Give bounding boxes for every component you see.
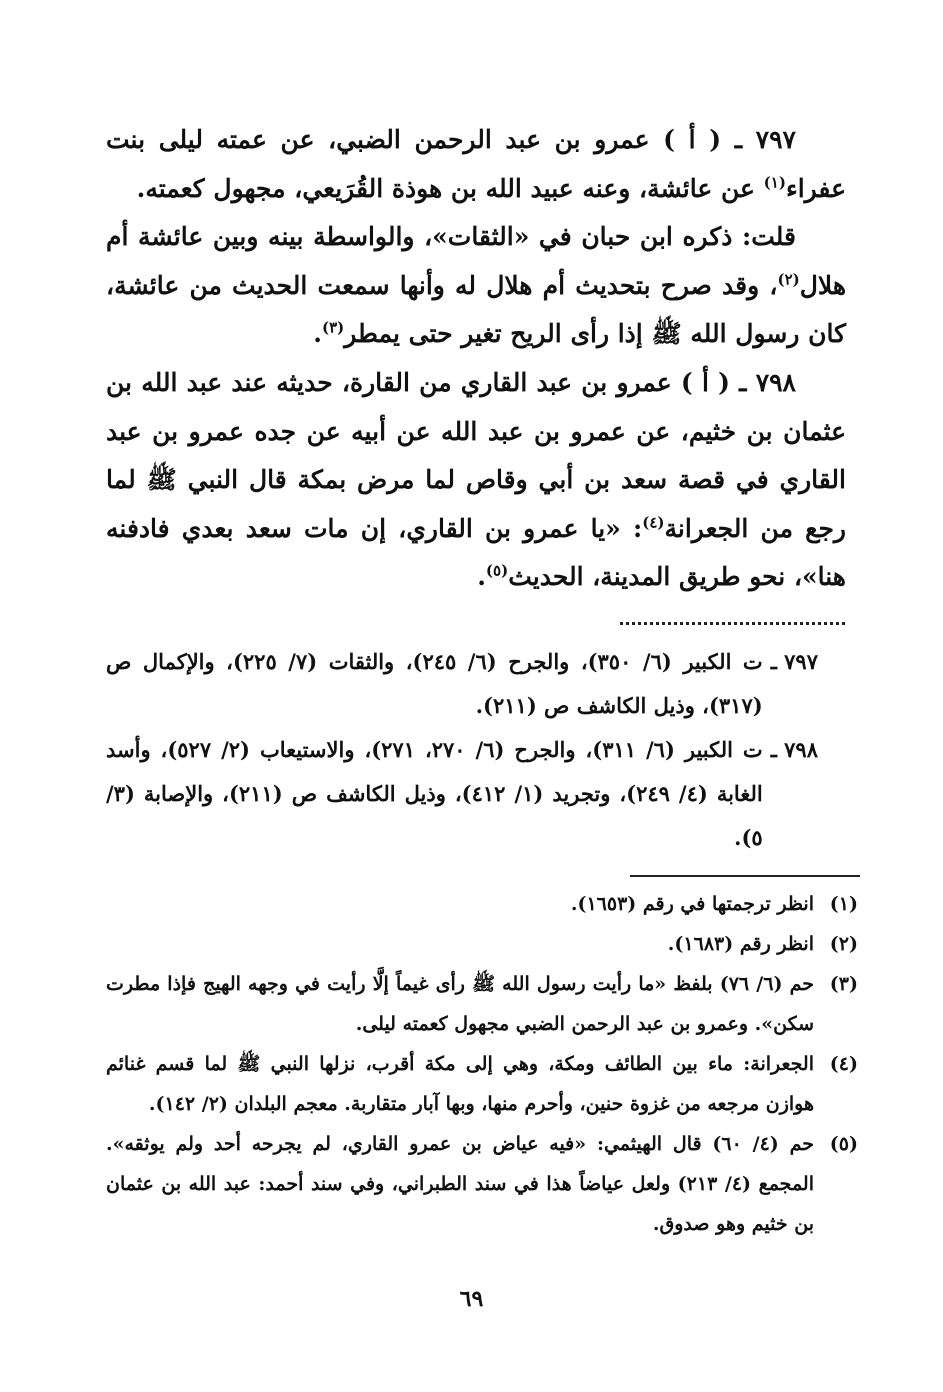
footnote-2 bbox=[106, 924, 858, 964]
page-number: ٦٩ bbox=[459, 1286, 484, 1312]
entry-mark: ( أ ) bbox=[663, 125, 722, 154]
entry-text-rest: عن عائشة، وعنه عبيد الله بن هوذة القُرَيعي، مجهول كعمته. bbox=[136, 173, 764, 203]
footnote-number: (١) bbox=[829, 893, 858, 915]
entry-text-a: عمرو بن عبد القاري من القارة، حديثه عند عبد الله بن عثمان بن خثيم، عن عمرو بن عبد الله عن أبيه عن جده عمرو بن عبد القاري في قصة سعد بن أبي وقاص لما مرض بمكة قال النبي ﷺ لما رجع من الجعرانة bbox=[106, 367, 847, 543]
footnote-ref-2[interactable]: (٢) bbox=[777, 270, 800, 289]
comment-text-b: ، وقد صرح بتحديث أم هلال له وأنها سمعت الحديث من عائشة، كان رسول الله ﷺ إذا رأى الريح تغير حتى يمطر bbox=[106, 270, 846, 349]
entry-798 bbox=[106, 359, 846, 602]
reference-text: ت الكبير (٦/ ٣٥٠)، والجرح (٦/ ٢٤٥)، والثقات (٧/ ٢٢٥)، والإكمال ص (٣١٧)، وذيل الكاشف ص (٢١١). bbox=[106, 649, 763, 718]
comment-text-a: قلت: ذكره ابن حبان في «الثقات»، والواسطة بينه وبين عائشة أم هلال bbox=[106, 222, 846, 300]
footnotes-block bbox=[106, 884, 858, 1244]
footnote-text: حم (٦/ ٧٦) بلفظ «ما رأيت رسول الله ﷺ رأى غيماً إلَّا رأيت في وجهه الهيج فإذا مطرت سكن». وعمرو بن عبد الرحمن الضبي مجهول كعمته ليلى. bbox=[106, 973, 814, 1035]
reference-text: ت الكبير (٦/ ٣١١)، والجرح (٦/ ٢٧٠، ٢٧١)، والاستيعاب (٢/ ٥٢٧)، وأسد الغابة (٤/ ٢٤٩)، وتجريد (١/ ٤١٢)، وذيل الكاشف ص (٢١١)، والإصابة (٣/ ٥). bbox=[106, 737, 763, 850]
footnote-ref-4[interactable]: (٤) bbox=[642, 513, 665, 532]
footnote-text: حم (٤/ ٦٠) قال الهيثمي: «فيه عياض بن عمرو القاري، لم يجرحه أحد ولم يوثقه». المجمع (٤/ ٢١٣) ولعل عياضاً هذا في سند الطبراني، وفي سند أحمد: عبد الله بن عثمان بن خثيم وهو صدوق. bbox=[106, 1133, 814, 1235]
footnote-number: (٤) bbox=[829, 1053, 858, 1075]
entry-mark: ( أ ) bbox=[680, 367, 730, 397]
footnote-ref-1[interactable]: (١) bbox=[763, 173, 786, 192]
footnote-4 bbox=[106, 1044, 858, 1124]
footnote-rule bbox=[630, 875, 860, 877]
reference-number: ٧٩٨ ـ bbox=[770, 737, 818, 762]
footnote-1 bbox=[106, 884, 858, 924]
footnote-5 bbox=[106, 1124, 858, 1244]
reference-798 bbox=[106, 728, 818, 860]
entry-text-b: : «يا عمرو بن القاري، إن مات سعد بعدي فادفنه هنا»، نحو طريق المدينة، الحديث bbox=[106, 513, 846, 592]
footnote-text: انظر ترجمتها في رقم (١٦٥٣). bbox=[570, 893, 814, 915]
footnote-ref-3[interactable]: (٣) bbox=[321, 319, 345, 338]
reference-number: ٧٩٧ ـ bbox=[770, 649, 818, 674]
footnote-3 bbox=[106, 964, 858, 1044]
main-text bbox=[106, 116, 846, 602]
references-block bbox=[106, 640, 818, 860]
footnote-ref-5[interactable]: (٥) bbox=[485, 562, 509, 581]
entry-text-c: . bbox=[477, 562, 486, 592]
entry-number: ٧٩٨ bbox=[755, 367, 796, 397]
entry-dash: ـ bbox=[739, 367, 747, 397]
comment-797 bbox=[106, 213, 846, 359]
reference-797 bbox=[106, 640, 818, 728]
footnote-number: (٢) bbox=[829, 933, 858, 955]
footnote-text: الجعرانة: ماء بين الطائف ومكة، وهي إلى مكة أقرب، نزلها النبي ﷺ لما قسم غنائم هوازن مرجعه من غزوة حنين، وأحرم منها، وبها آبار متقاربة. معجم البلدان (٢/ ١٤٢). bbox=[106, 1053, 814, 1115]
entry-dash: ـ bbox=[734, 125, 743, 154]
entry-number: ٧٩٧ bbox=[755, 125, 796, 154]
footnote-text: انظر رقم (١٦٨٣). bbox=[667, 933, 814, 955]
entry-797 bbox=[106, 116, 846, 213]
entry-text: عمرو بن عبد الرحمن الضبي، عن عمته ليلى بنت عفراء bbox=[106, 125, 846, 203]
footnote-number: (٥) bbox=[829, 1133, 858, 1155]
comment-text-c: . bbox=[313, 319, 322, 349]
footnote-number: (٣) bbox=[829, 973, 858, 995]
dotted-separator bbox=[620, 622, 845, 625]
